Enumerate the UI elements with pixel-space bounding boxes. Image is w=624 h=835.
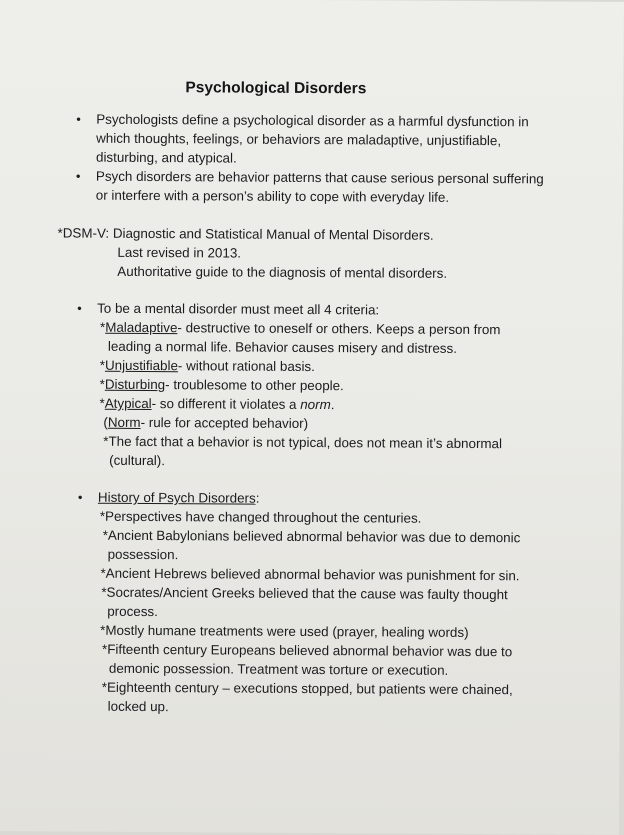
history-heading: [98, 488, 521, 510]
dsm-revised: Last revised in 2013.: [117, 244, 242, 261]
list-item: [77, 299, 503, 320]
bullet-icon: •: [75, 168, 81, 184]
text-line: or interfere with a person’s ability to cope with everyday life.: [95, 187, 450, 205]
history-item-cont: process.: [107, 603, 158, 620]
definition-text: .: [330, 397, 335, 413]
dsm-section: [57, 223, 447, 282]
star-glyph: *: [99, 357, 106, 373]
bullet-icon: •: [76, 111, 81, 127]
history-item-cont: demonic possession. Treatment was torture or execution.: [108, 660, 449, 678]
history-item: *Eighteenth century – executions stopped, but patients were chained,: [101, 679, 513, 698]
term-atypical: Atypical: [104, 395, 152, 412]
definition-text: - destructive to oneself or others. Keeps a person from: [177, 320, 501, 338]
emphasis-norm: norm: [300, 396, 331, 413]
criterion-disturbing: [100, 375, 503, 396]
definition-text: - so different it violates a: [151, 396, 301, 412]
page-title: Psychological Disorders: [185, 79, 367, 98]
bullet-icon: •: [77, 300, 82, 316]
text-line: Psychologists define a psychological disorder as a harmful dysfunction in: [96, 111, 529, 130]
text-line: disturbing, and atypical.: [95, 149, 237, 166]
term-maladaptive: Maladaptive: [105, 319, 178, 336]
intro-bullet-list: [75, 110, 544, 208]
criteria-intro: To be a mental disorder must meet all 4 criteria:: [97, 300, 380, 318]
list-item: [76, 110, 544, 170]
history-item: *Socrates/Ancient Greeks believed that the cause was faulty thought: [101, 584, 508, 603]
history-item: *Ancient Babylonians believed abnormal behavior was due to demonic: [102, 527, 521, 546]
definition-text: - rule for accepted behavior): [140, 414, 309, 431]
definition-text: leading a normal life. Behavior causes misery and distress.: [107, 338, 457, 356]
fact-note: *The fact that a behavior is not typical, does not mean it’s abnormal: [103, 433, 503, 452]
fact-note-cont: (cultural).: [109, 452, 166, 469]
history-item: *Fifteenth century Europeans believed abnormal behavior was due to: [101, 641, 513, 660]
list-item: [75, 167, 544, 208]
star-glyph: *: [99, 395, 105, 411]
criterion-unjustifiable: [100, 356, 503, 377]
history-item: *Mostly humane treatments were used (prayer, healing words): [100, 622, 469, 640]
history-heading-text: History of Psych Disorders: [97, 489, 256, 506]
star-glyph: *: [99, 376, 105, 392]
dsm-guide: Authoritative guide to the diagnosis of mental disorders.: [117, 263, 448, 281]
criterion-atypical: [99, 394, 502, 415]
dsm-heading: *DSM-V: Diagnostic and Statistical Manual of Mental Disorders.: [57, 225, 434, 243]
colon: :: [255, 490, 260, 506]
text-line: Psych disorders are behavior patterns that cause serious personal suffering: [95, 168, 544, 187]
text-line: which thoughts, feelings, or behaviors are maladaptive, unjustifiable,: [96, 130, 502, 149]
criterion-maladaptive: [100, 318, 503, 339]
bullet-icon: •: [77, 489, 83, 505]
history-item-cont: locked up.: [107, 698, 169, 715]
history-item-cont: possession.: [107, 546, 179, 563]
definition-text: - without rational basis.: [177, 358, 315, 375]
list-item: [77, 488, 521, 510]
criteria-section: [77, 299, 503, 472]
paren-open: (: [103, 414, 108, 430]
history-item: *Ancient Hebrews believed abnormal behavior was punishment for sin.: [100, 565, 520, 584]
history-section: [77, 488, 521, 719]
term-norm: Norm: [107, 414, 141, 430]
star-glyph: *: [99, 319, 106, 335]
term-unjustifiable: Unjustifiable: [104, 357, 178, 374]
definition-text: - troublesome to other people.: [165, 377, 344, 394]
norm-definition: [99, 413, 502, 434]
history-item: *Perspectives have changed throughout the centuries.: [99, 508, 422, 526]
term-disturbing: Disturbing: [104, 376, 166, 393]
